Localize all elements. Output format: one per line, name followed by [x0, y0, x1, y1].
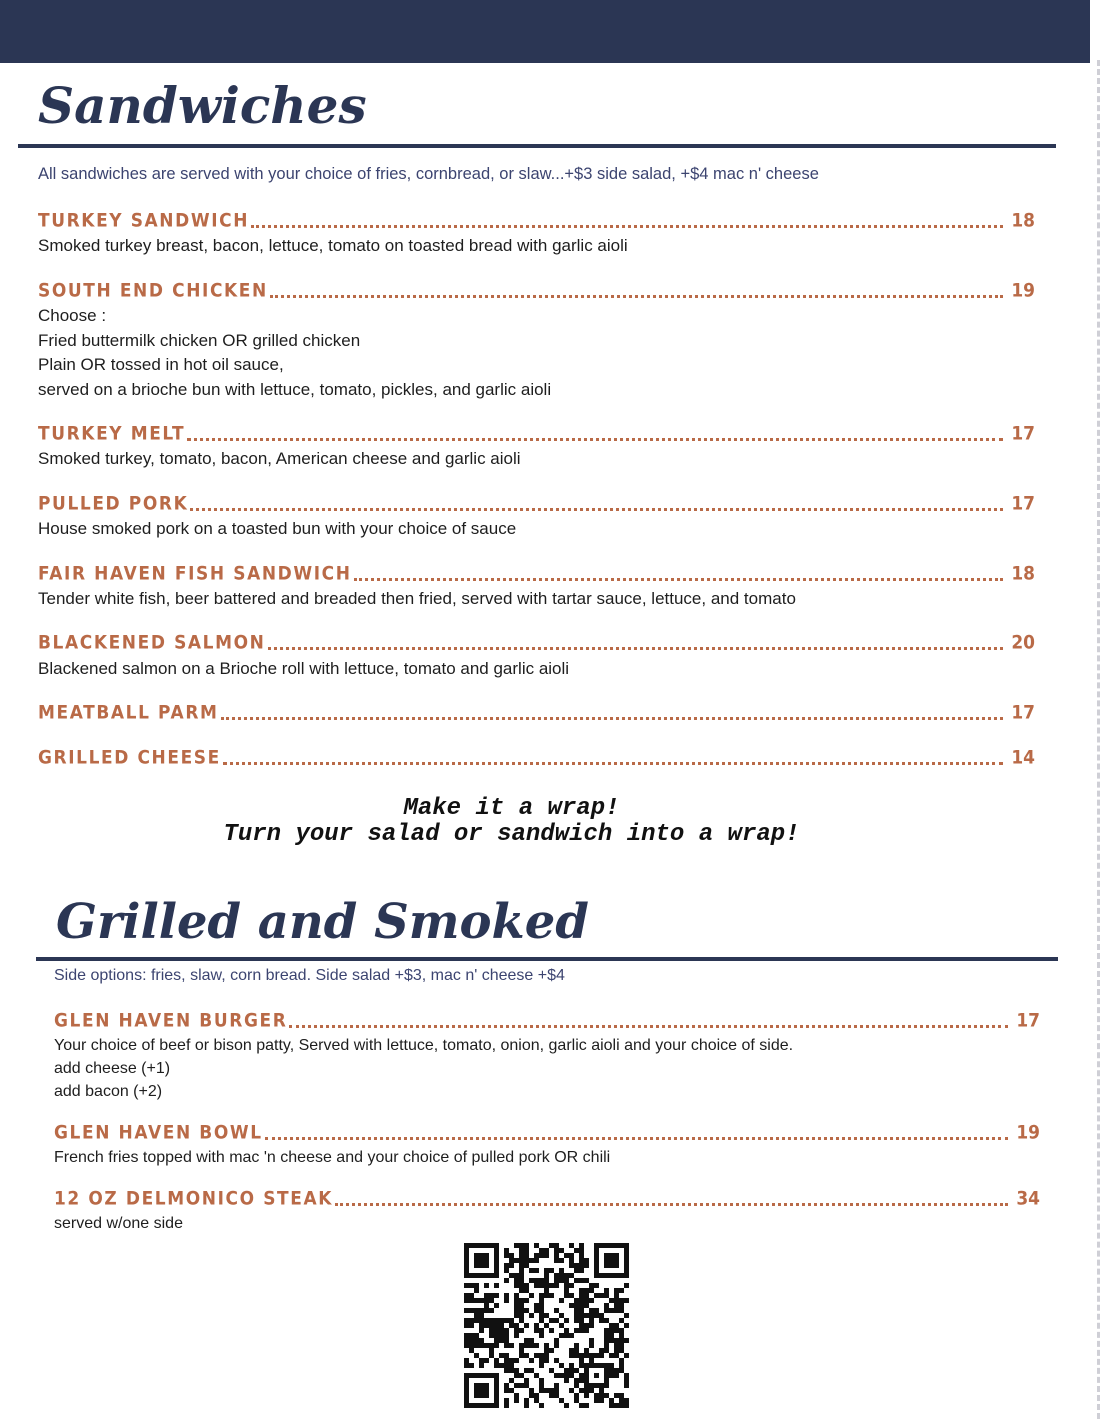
item-name: SOUTH END CHICKEN [38, 279, 268, 302]
dot-leader [335, 1203, 1008, 1206]
item-description: Smoked turkey breast, bacon, lettuce, tomato on toasted bread with garlic aioli [38, 236, 628, 255]
item-name: GLEN HAVEN BURGER [54, 1009, 288, 1032]
header-bar [0, 0, 1090, 63]
item-price: 19 [1016, 1121, 1040, 1144]
menu-item [54, 1186, 1040, 1210]
menu-item [38, 421, 1035, 445]
item-description: Choose : Fried buttermilk chicken OR grilled chicken Plain OR tossed in hot oil sauce, served on a brioche bun with lettuce, tomato, pickles, and garlic aioli [38, 306, 552, 399]
item-price: 17 [1011, 422, 1035, 445]
wrap-note [0, 796, 1023, 848]
menu-item [38, 491, 1035, 515]
menu-item [54, 1120, 1040, 1144]
menu-item [38, 745, 1035, 769]
section-note: All sandwiches are served with your choice of fries, cornbread, or slaw...+$3 side salad, +$4 mac n' cheese [38, 165, 819, 183]
item-name: PULLED PORK [38, 492, 189, 515]
page-edge-dashes [1097, 60, 1100, 1419]
menu-item [38, 208, 1035, 232]
item-name: MEATBALL PARM [38, 701, 219, 724]
item-price: 34 [1016, 1187, 1040, 1210]
dot-leader [354, 578, 1004, 581]
dot-leader [223, 762, 1003, 765]
item-name: FAIR HAVEN FISH SANDWICH [38, 562, 352, 585]
item-description: House smoked pork on a toasted bun with your choice of sauce [38, 519, 517, 538]
item-description: Smoked turkey, tomato, bacon, American cheese and garlic aioli [38, 449, 521, 468]
dot-leader [268, 647, 1004, 650]
qr-code-icon[interactable] [464, 1243, 629, 1408]
section-title-grilled: Grilled and Smoked [56, 894, 589, 950]
section-note: Side options: fries, slaw, corn bread. Side salad +$3, mac n' cheese +$4 [54, 967, 565, 984]
item-price: 17 [1011, 701, 1035, 724]
item-description: French fries topped with mac 'n cheese and your choice of pulled pork OR chili [54, 1149, 611, 1166]
item-name: BLACKENED SALMON [38, 631, 266, 654]
section-rule [36, 957, 1058, 961]
menu-item [38, 700, 1035, 724]
item-price: 17 [1016, 1009, 1040, 1032]
menu-item [38, 278, 1035, 302]
dot-leader [289, 1025, 1008, 1028]
dot-leader [270, 295, 1003, 298]
wrap-note-line1: Make it a wrap! [403, 795, 620, 822]
dot-leader [265, 1137, 1009, 1140]
item-name: GRILLED CHEESE [38, 746, 221, 769]
item-price: 18 [1011, 562, 1035, 585]
item-name: GLEN HAVEN BOWL [54, 1121, 263, 1144]
item-description: Tender white fish, beer battered and breaded then fried, served with tartar sauce, lettuce, and tomato [38, 589, 796, 608]
item-name: 12 OZ DELMONICO STEAK [54, 1187, 333, 1210]
item-name: TURKEY SANDWICH [38, 209, 250, 232]
item-price: 19 [1011, 279, 1035, 302]
item-price: 14 [1011, 746, 1035, 769]
item-price: 18 [1011, 209, 1035, 232]
wrap-note-line2: Turn your salad or sandwich into a wrap! [223, 821, 800, 848]
section-title-sandwiches: Sandwiches [38, 76, 367, 135]
item-name: TURKEY MELT [38, 422, 186, 445]
item-description: served w/one side [54, 1215, 183, 1232]
dot-leader [187, 438, 1003, 441]
menu-item [54, 1008, 1040, 1032]
menu-item [38, 630, 1035, 654]
item-description: Blackened salmon on a Brioche roll with lettuce, tomato and garlic aioli [38, 659, 570, 678]
dot-leader [251, 225, 1003, 228]
item-description: Your choice of beef or bison patty, Served with lettuce, tomato, onion, garlic aioli and your choice of side. add cheese (+1) add bacon (+2) [54, 1037, 794, 1100]
item-price: 17 [1011, 492, 1035, 515]
menu-item [38, 561, 1035, 585]
dot-leader [190, 508, 1003, 511]
dot-leader [221, 717, 1004, 720]
item-price: 20 [1011, 631, 1035, 654]
section-rule [18, 144, 1056, 148]
